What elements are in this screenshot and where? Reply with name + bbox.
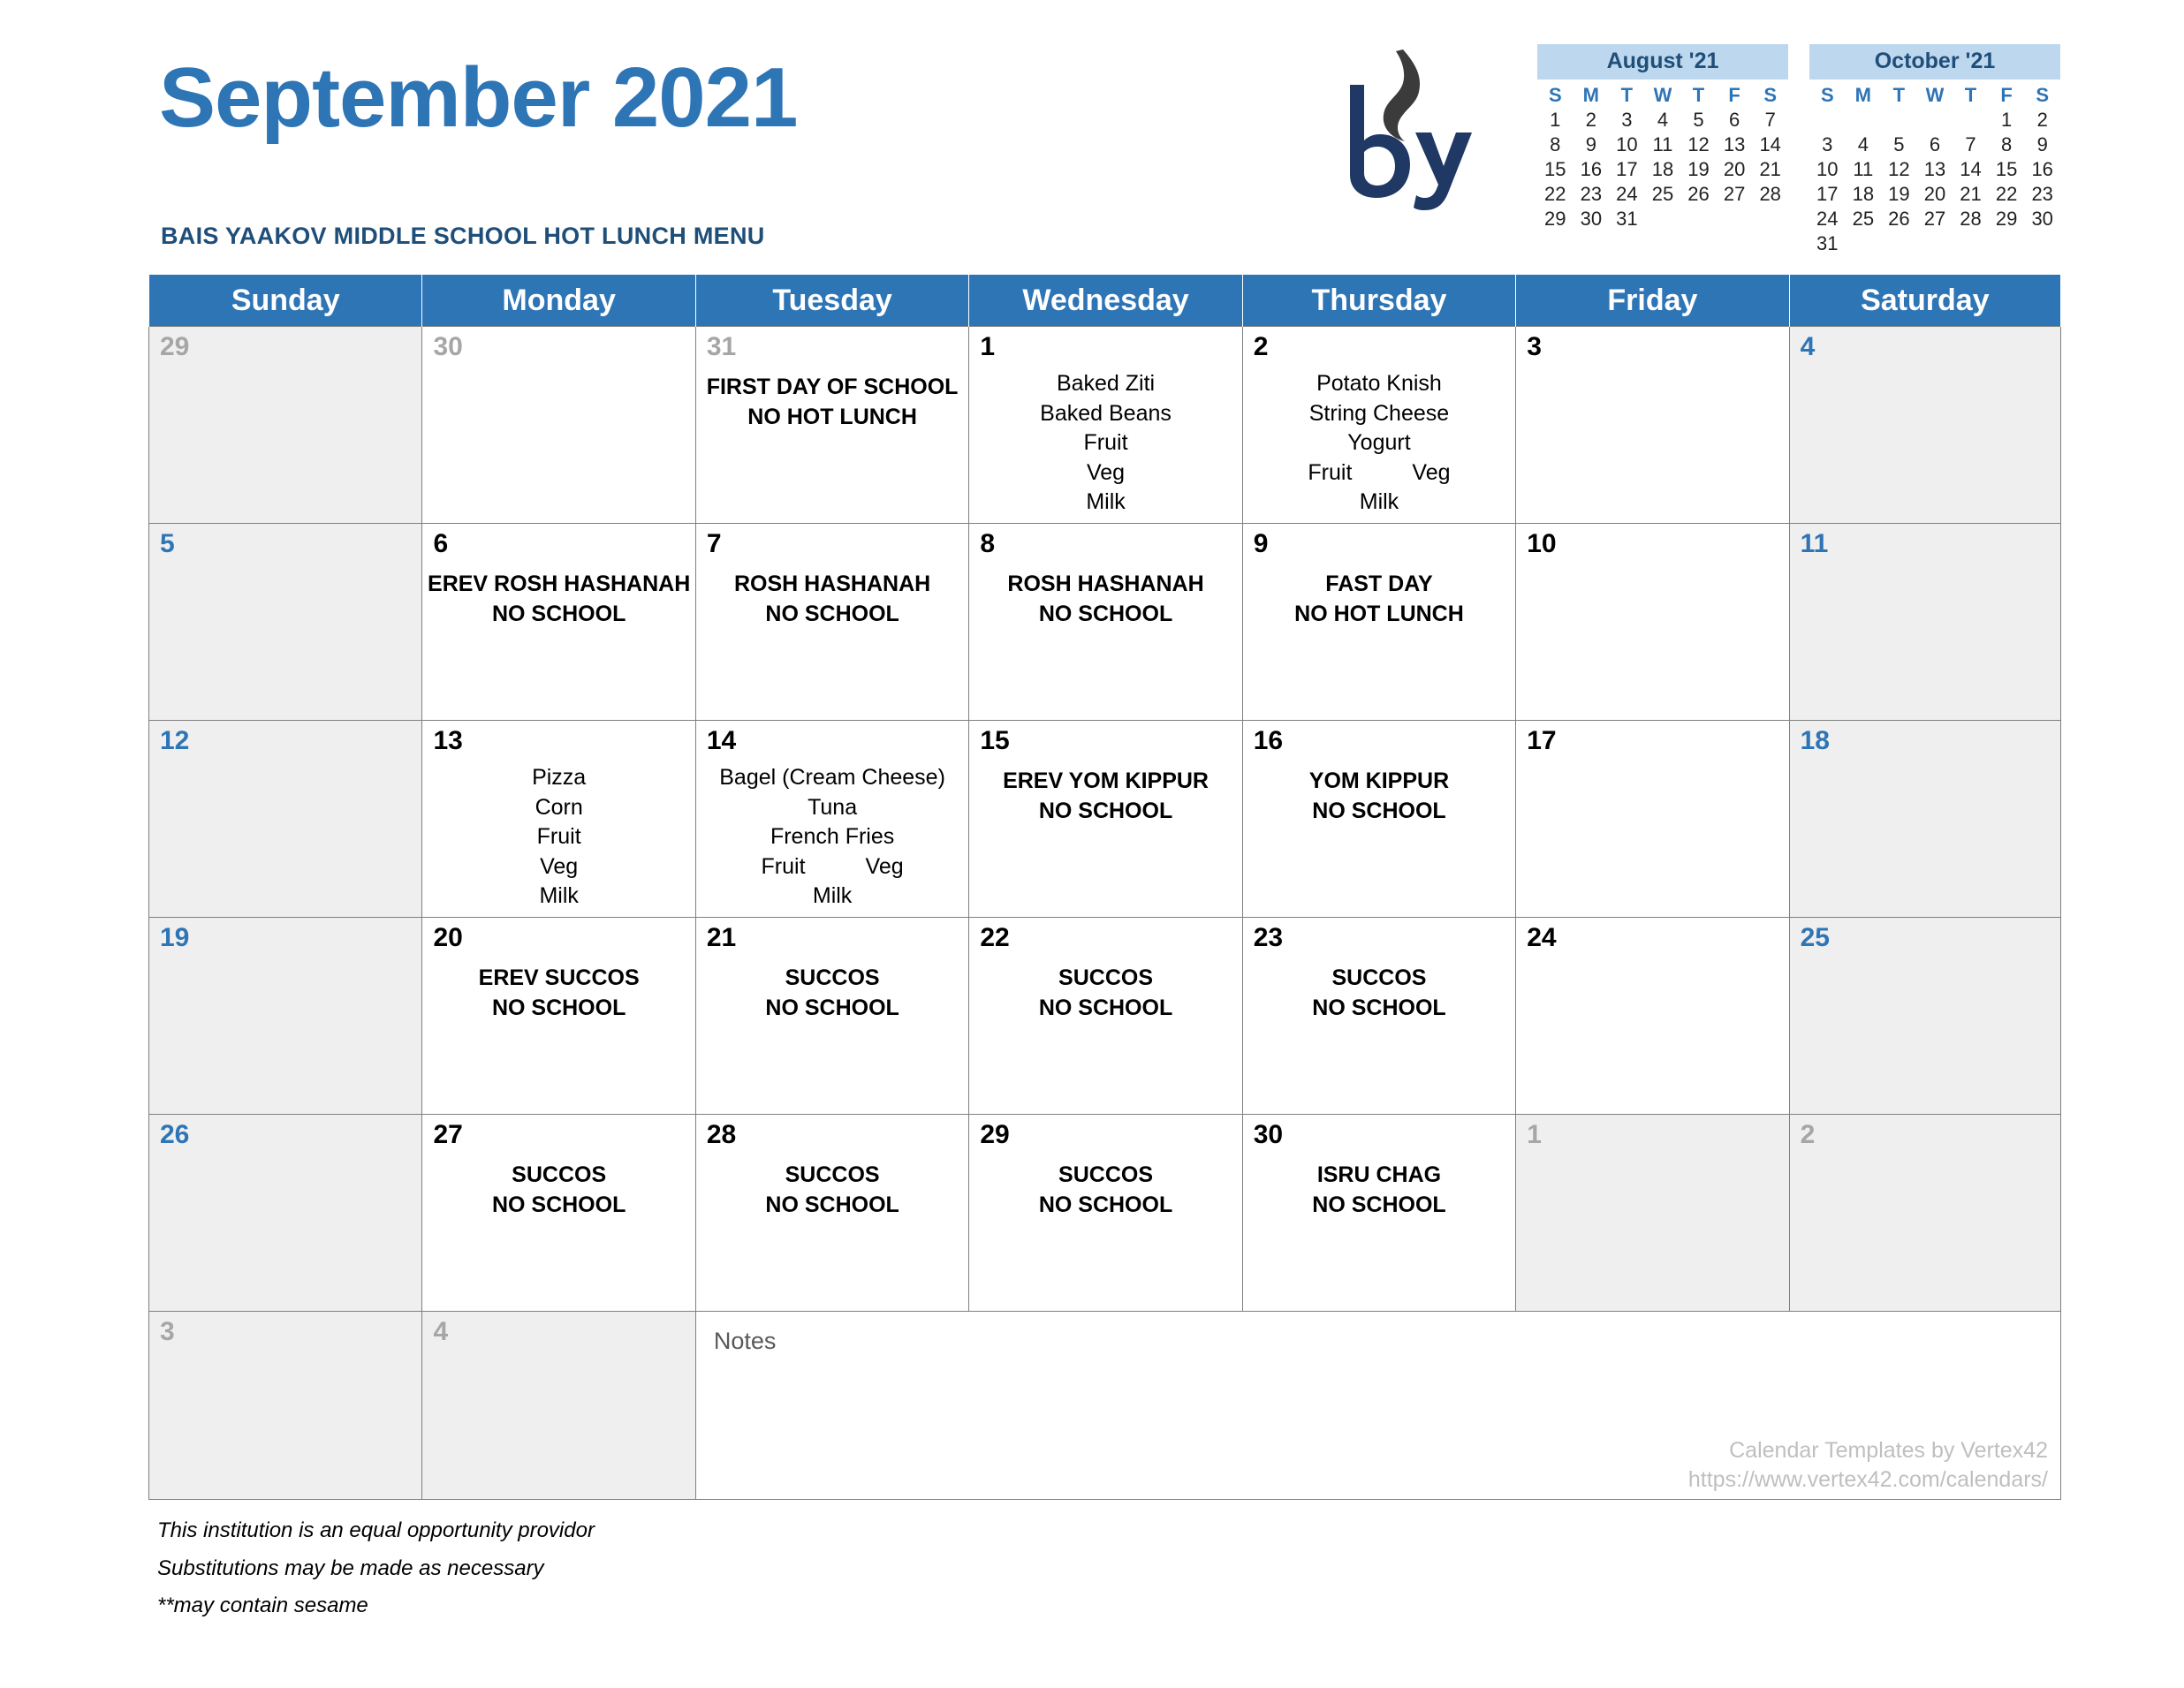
mini-day: 30 — [2031, 207, 2053, 230]
day-content-line: Veg — [1412, 459, 1451, 485]
day-number: 23 — [1253, 923, 1284, 952]
mini-day: 3 — [1822, 132, 1833, 155]
mini-dow: M — [1582, 84, 1599, 106]
day-cell[interactable] — [695, 918, 968, 1115]
weekday-header-thursday: Thursday — [1242, 275, 1515, 327]
day-content-line: Baked Beans — [1040, 400, 1172, 426]
mini-day: 16 — [1580, 157, 1603, 180]
day-cell[interactable] — [422, 918, 695, 1115]
mini-week-row — [1537, 108, 1788, 132]
day-content — [969, 524, 1241, 629]
day-content-line: EREV ROSH HASHANAH — [428, 571, 691, 596]
vertex42-credit — [1688, 1436, 2048, 1494]
mini-dow-row — [1809, 83, 2060, 108]
day-number: 29 — [980, 1120, 1010, 1149]
day-number: 2 — [1253, 332, 1269, 361]
notes-label: Notes — [713, 1328, 777, 1354]
day-number: 15 — [980, 726, 1010, 755]
day-content-line: ROSH HASHANAH — [1007, 571, 1204, 596]
mini-week-row — [1537, 132, 1788, 157]
day-number: 3 — [1527, 332, 1542, 361]
mini-day — [1917, 231, 1953, 256]
mini-day: 5 — [1893, 132, 1905, 155]
mini-day: 14 — [1960, 157, 1982, 180]
mini-week-row — [1809, 132, 2060, 157]
mini-dow-row — [1537, 83, 1788, 108]
day-number: 18 — [1800, 726, 1830, 755]
day-content-line: SUCCOS — [1058, 1162, 1154, 1187]
page-header — [0, 0, 2184, 265]
mini-day — [1953, 231, 1989, 256]
vertex42-credit-line1: Calendar Templates by Vertex42 — [1729, 1438, 2048, 1463]
mini-month-grid — [1809, 83, 2060, 256]
day-number: 21 — [706, 923, 737, 952]
mini-day: 4 — [1857, 132, 1869, 155]
day-number: 31 — [706, 332, 737, 361]
day-content — [1243, 721, 1515, 826]
mini-week-row — [1809, 231, 2060, 256]
mini-day: 24 — [1616, 182, 1638, 205]
day-number: 19 — [160, 923, 190, 952]
mini-day — [1917, 108, 1953, 132]
mini-day: 6 — [1728, 108, 1740, 131]
calendar-week-row — [149, 524, 2061, 721]
mini-day: 26 — [1687, 182, 1710, 205]
day-number: 14 — [706, 726, 737, 755]
day-number: 30 — [1253, 1120, 1284, 1149]
day-content-line: SUCCOS — [785, 1162, 880, 1187]
calendar-week-row — [149, 918, 2061, 1115]
mini-month-october — [1809, 44, 2060, 256]
mini-day: 13 — [1923, 157, 1946, 180]
mini-dow: W — [1925, 84, 1945, 106]
day-content — [969, 721, 1241, 826]
day-content — [422, 721, 694, 912]
day-content-line: French Fries — [770, 824, 895, 849]
day-content-line: FIRST DAY OF SCHOOL — [706, 375, 959, 399]
day-content — [1243, 1115, 1515, 1220]
mini-day: 19 — [1687, 157, 1710, 180]
mini-day: 13 — [1723, 132, 1746, 155]
mini-dow: T — [1692, 84, 1705, 106]
day-cell[interactable] — [1516, 524, 1789, 721]
mini-day: 15 — [1544, 157, 1566, 180]
day-content-line: Tuna — [808, 794, 858, 820]
day-content-line: SUCCOS — [1058, 965, 1154, 990]
mini-dow: F — [1728, 84, 1740, 106]
day-cell-trailing — [149, 1312, 422, 1500]
mini-day: 21 — [1759, 157, 1781, 180]
mini-month-august — [1537, 44, 1788, 231]
day-number: 26 — [160, 1120, 190, 1149]
day-content-line: NO HOT LUNCH — [1294, 601, 1464, 626]
mini-week-row — [1537, 182, 1788, 207]
day-content-line: SUCCOS — [1331, 965, 1427, 990]
mini-day: 18 — [1852, 182, 1875, 205]
day-number: 30 — [433, 332, 463, 361]
day-number: 6 — [433, 529, 449, 558]
day-content-line: NO SCHOOL — [1038, 798, 1173, 823]
day-cell[interactable] — [422, 327, 695, 524]
mini-day: 3 — [1621, 108, 1633, 131]
mini-day: 25 — [1651, 182, 1674, 205]
day-cell[interactable] — [1789, 1115, 2060, 1312]
day-content-line: SUCCOS — [512, 1162, 607, 1187]
day-content — [969, 918, 1241, 1023]
day-cell[interactable] — [969, 721, 1242, 918]
mini-day: 27 — [1723, 182, 1746, 205]
day-content-line: EREV YOM KIPPUR — [1003, 768, 1209, 793]
mini-day: 20 — [1723, 157, 1746, 180]
mini-day: 23 — [2031, 182, 2053, 205]
day-number: 4 — [1800, 332, 1816, 361]
day-cell[interactable] — [1789, 918, 2060, 1115]
day-cell-trailing — [422, 1312, 695, 1500]
day-content-line: NO SCHOOL — [491, 1192, 626, 1217]
day-cell[interactable] — [422, 524, 695, 721]
mini-day — [1680, 207, 1717, 231]
mini-day: 6 — [1929, 132, 1941, 155]
day-number: 3 — [160, 1317, 175, 1346]
footnote-line: **may contain sesame — [157, 1593, 368, 1618]
mini-day: 25 — [1852, 207, 1875, 230]
day-number: 2 — [1800, 1120, 1816, 1149]
day-number: 7 — [706, 529, 722, 558]
day-content-line: NO SCHOOL — [765, 1192, 899, 1217]
weekday-header-tuesday: Tuesday — [695, 275, 968, 327]
mini-day — [1645, 207, 1681, 231]
day-cell[interactable] — [149, 524, 422, 721]
mini-day: 28 — [1960, 207, 1982, 230]
day-content-line: Milk — [1359, 489, 1399, 514]
day-number: 4 — [433, 1317, 449, 1346]
day-content — [696, 1115, 968, 1220]
day-content-line: NO SCHOOL — [1312, 798, 1446, 823]
mini-day: 9 — [1585, 132, 1596, 155]
day-content-line: Fruit — [1308, 459, 1353, 485]
day-cell[interactable] — [1242, 918, 1515, 1115]
day-number: 27 — [433, 1120, 463, 1149]
day-content — [696, 918, 968, 1023]
mini-dow: T — [1964, 84, 1977, 106]
day-cell[interactable] — [1242, 721, 1515, 918]
mini-day: 2 — [2036, 108, 2048, 131]
day-number: 1 — [1527, 1120, 1542, 1149]
mini-day: 30 — [1580, 207, 1603, 230]
mini-day: 19 — [1888, 182, 1910, 205]
day-cell[interactable] — [149, 918, 422, 1115]
mini-dow: W — [1653, 84, 1672, 106]
weekday-header-wednesday: Wednesday — [969, 275, 1242, 327]
mini-day — [1809, 108, 1846, 132]
day-content-line: NO SCHOOL — [1312, 1192, 1446, 1217]
mini-day — [1989, 231, 2025, 256]
mini-day — [1846, 108, 1882, 132]
mini-month-title: August '21 — [1537, 44, 1788, 79]
day-content-line: Veg — [1086, 459, 1126, 485]
school-logo — [1299, 34, 1493, 223]
mini-day: 28 — [1759, 182, 1781, 205]
mini-day: 22 — [1995, 182, 2018, 205]
mini-day: 17 — [1616, 157, 1638, 180]
mini-day: 5 — [1693, 108, 1704, 131]
notes-cell[interactable] — [695, 1312, 2060, 1500]
mini-day: 10 — [1816, 157, 1839, 180]
mini-day: 31 — [1616, 207, 1638, 230]
mini-day: 8 — [1550, 132, 1561, 155]
day-number: 17 — [1527, 726, 1557, 755]
day-number: 9 — [1253, 529, 1269, 558]
mini-day: 20 — [1923, 182, 1946, 205]
mini-day — [1846, 231, 1882, 256]
day-content-line: FAST DAY — [1325, 571, 1433, 596]
day-cell[interactable] — [1516, 327, 1789, 524]
day-content-line: Milk — [1086, 489, 1126, 514]
mini-dow: M — [1854, 84, 1871, 106]
day-content-line: Veg — [865, 853, 904, 879]
mini-day: 24 — [1816, 207, 1839, 230]
mini-day: 29 — [1544, 207, 1566, 230]
day-content-line: Yogurt — [1347, 430, 1411, 455]
day-content-line: NO SCHOOL — [1038, 995, 1173, 1020]
day-content-line: Fruit — [536, 824, 581, 849]
day-cell[interactable] — [695, 524, 968, 721]
mini-day: 12 — [1888, 157, 1910, 180]
mini-dow: T — [1892, 84, 1906, 106]
mini-dow: F — [2000, 84, 2013, 106]
day-content — [1243, 524, 1515, 629]
day-number: 29 — [160, 332, 190, 361]
day-content-line: SUCCOS — [785, 965, 880, 990]
day-content-line: ROSH HASHANAH — [733, 571, 931, 596]
mini-day: 7 — [1965, 132, 1976, 155]
day-cell[interactable] — [969, 918, 1242, 1115]
day-number: 13 — [433, 726, 463, 755]
day-content-line: Fruit — [761, 853, 806, 879]
day-content — [696, 327, 968, 432]
day-content-line: Milk — [539, 883, 579, 908]
day-content — [422, 524, 694, 629]
day-cell[interactable] — [1516, 918, 1789, 1115]
day-content-line: NO SCHOOL — [491, 995, 626, 1020]
mini-day: 18 — [1651, 157, 1674, 180]
day-content-line: Pizza — [532, 765, 587, 790]
weekday-header-monday: Monday — [422, 275, 695, 327]
mini-dow: T — [1620, 84, 1634, 106]
day-content-line: Milk — [812, 883, 853, 908]
mini-day — [1881, 231, 1917, 256]
day-cell[interactable] — [1789, 524, 2060, 721]
mini-day: 1 — [1550, 108, 1561, 131]
mini-dow: S — [1548, 84, 1562, 106]
mini-day: 16 — [2031, 157, 2053, 180]
day-number: 25 — [1800, 923, 1830, 952]
day-cell[interactable] — [695, 1115, 968, 1312]
weekday-header-friday: Friday — [1516, 275, 1789, 327]
day-number: 1 — [980, 332, 995, 361]
mini-day: 2 — [1585, 108, 1596, 131]
day-content — [422, 1115, 694, 1220]
mini-day: 10 — [1616, 132, 1638, 155]
calendar-grid — [148, 274, 2061, 1500]
day-content-line: NO SCHOOL — [1038, 1192, 1173, 1217]
day-content-line: NO SCHOOL — [491, 601, 626, 626]
mini-dow: S — [1763, 84, 1778, 106]
mini-day — [1881, 108, 1917, 132]
mini-day — [1953, 108, 1989, 132]
day-content-line-pair — [696, 852, 968, 882]
day-number: 20 — [433, 923, 463, 952]
day-content — [696, 721, 968, 912]
day-content-line: NO SCHOOL — [1312, 995, 1446, 1020]
day-content-line: Veg — [540, 853, 579, 879]
footnotes — [157, 1512, 595, 1625]
mini-day: 21 — [1960, 182, 1982, 205]
day-number: 12 — [160, 726, 190, 755]
day-content-line: ISRU CHAG — [1316, 1162, 1442, 1187]
day-content-line: Baked Ziti — [1056, 371, 1156, 396]
mini-day — [2024, 231, 2060, 256]
mini-day: 23 — [1580, 182, 1603, 205]
day-content — [969, 327, 1241, 518]
notes-row — [149, 1312, 2061, 1500]
day-cell[interactable] — [1242, 327, 1515, 524]
day-content-line: NO SCHOOL — [765, 995, 899, 1020]
day-cell[interactable] — [1789, 721, 2060, 918]
day-number: 8 — [980, 529, 995, 558]
day-cell[interactable] — [149, 1115, 422, 1312]
mini-day: 14 — [1759, 132, 1781, 155]
mini-week-row — [1537, 157, 1788, 182]
mini-week-row — [1809, 157, 2060, 182]
day-content — [422, 918, 694, 1023]
mini-day: 4 — [1657, 108, 1669, 131]
day-number: 16 — [1253, 726, 1284, 755]
day-number: 22 — [980, 923, 1010, 952]
day-cell[interactable] — [1242, 524, 1515, 721]
mini-day: 11 — [1853, 157, 1874, 180]
day-content — [969, 1115, 1241, 1220]
mini-day: 8 — [2000, 132, 2013, 155]
day-content-line: NO HOT LUNCH — [747, 404, 917, 429]
footnote-line: This institution is an equal opportunity providor — [157, 1518, 595, 1542]
day-number: 11 — [1800, 529, 1829, 558]
day-content-line: NO SCHOOL — [765, 601, 899, 626]
mini-day: 12 — [1687, 132, 1710, 155]
day-content-line: Potato Knish — [1316, 371, 1442, 396]
day-content-line: Fruit — [1083, 430, 1128, 455]
footnote-line: Substitutions may be made as necessary — [157, 1556, 544, 1580]
day-cell[interactable] — [969, 524, 1242, 721]
day-content-line: NO SCHOOL — [1038, 601, 1173, 626]
day-cell[interactable] — [1789, 327, 2060, 524]
mini-day: 11 — [1652, 132, 1673, 155]
day-content — [1243, 918, 1515, 1023]
day-number: 5 — [160, 529, 175, 558]
mini-day: 7 — [1764, 108, 1776, 131]
mini-day: 27 — [1923, 207, 1946, 230]
mini-dow: S — [1820, 84, 1834, 106]
day-content — [696, 524, 968, 629]
day-number: 10 — [1527, 529, 1557, 558]
day-content-line: EREV SUCCOS — [478, 965, 640, 990]
day-content-line-pair — [1243, 458, 1515, 488]
calendar-week-row — [149, 327, 2061, 524]
day-cell[interactable] — [149, 327, 422, 524]
vertex42-credit-line2: https://www.vertex42.com/calendars/ — [1687, 1466, 2048, 1492]
mini-week-row — [1809, 207, 2060, 231]
mini-day: 9 — [2036, 132, 2048, 155]
mini-dow: S — [2036, 84, 2050, 106]
day-number: 24 — [1527, 923, 1557, 952]
mini-month-title: October '21 — [1809, 44, 2060, 79]
day-cell[interactable] — [695, 721, 968, 918]
mini-week-row — [1809, 182, 2060, 207]
day-cell[interactable] — [969, 327, 1242, 524]
day-cell[interactable] — [969, 1115, 1242, 1312]
page-title: September 2021 — [159, 50, 798, 145]
mini-day — [1752, 207, 1788, 231]
mini-day: 1 — [2000, 108, 2013, 131]
mini-day — [1717, 207, 1753, 231]
day-content-line: Bagel (Cream Cheese) — [719, 765, 945, 790]
weekday-header-saturday: Saturday — [1789, 275, 2060, 327]
day-cell[interactable] — [1242, 1115, 1515, 1312]
mini-month-grid — [1537, 83, 1788, 231]
mini-week-row — [1809, 108, 2060, 132]
day-content — [1243, 327, 1515, 518]
mini-day: 29 — [1995, 207, 2018, 230]
weekday-header-row — [149, 275, 2061, 327]
day-content-line: Corn — [535, 794, 583, 820]
day-cell[interactable] — [695, 327, 968, 524]
day-cell[interactable] — [422, 721, 695, 918]
mini-day: 22 — [1544, 182, 1566, 205]
mini-day: 17 — [1816, 182, 1839, 205]
day-cell[interactable] — [1516, 1115, 1789, 1312]
weekday-header-sunday: Sunday — [149, 275, 422, 327]
mini-week-row — [1537, 207, 1788, 231]
day-cell[interactable] — [149, 721, 422, 918]
calendar-week-row — [149, 1115, 2061, 1312]
mini-day: 15 — [1995, 157, 2018, 180]
day-number: 28 — [706, 1120, 737, 1149]
day-content-line: String Cheese — [1308, 400, 1450, 426]
page-subtitle: BAIS YAAKOV MIDDLE SCHOOL HOT LUNCH MENU — [161, 223, 765, 249]
day-cell[interactable] — [422, 1115, 695, 1312]
calendar-week-row — [149, 721, 2061, 918]
day-content-line: YOM KIPPUR — [1308, 768, 1450, 793]
mini-day: 31 — [1816, 231, 1839, 254]
calendar-body — [149, 327, 2061, 1312]
mini-day: 26 — [1888, 207, 1910, 230]
day-cell[interactable] — [1516, 721, 1789, 918]
